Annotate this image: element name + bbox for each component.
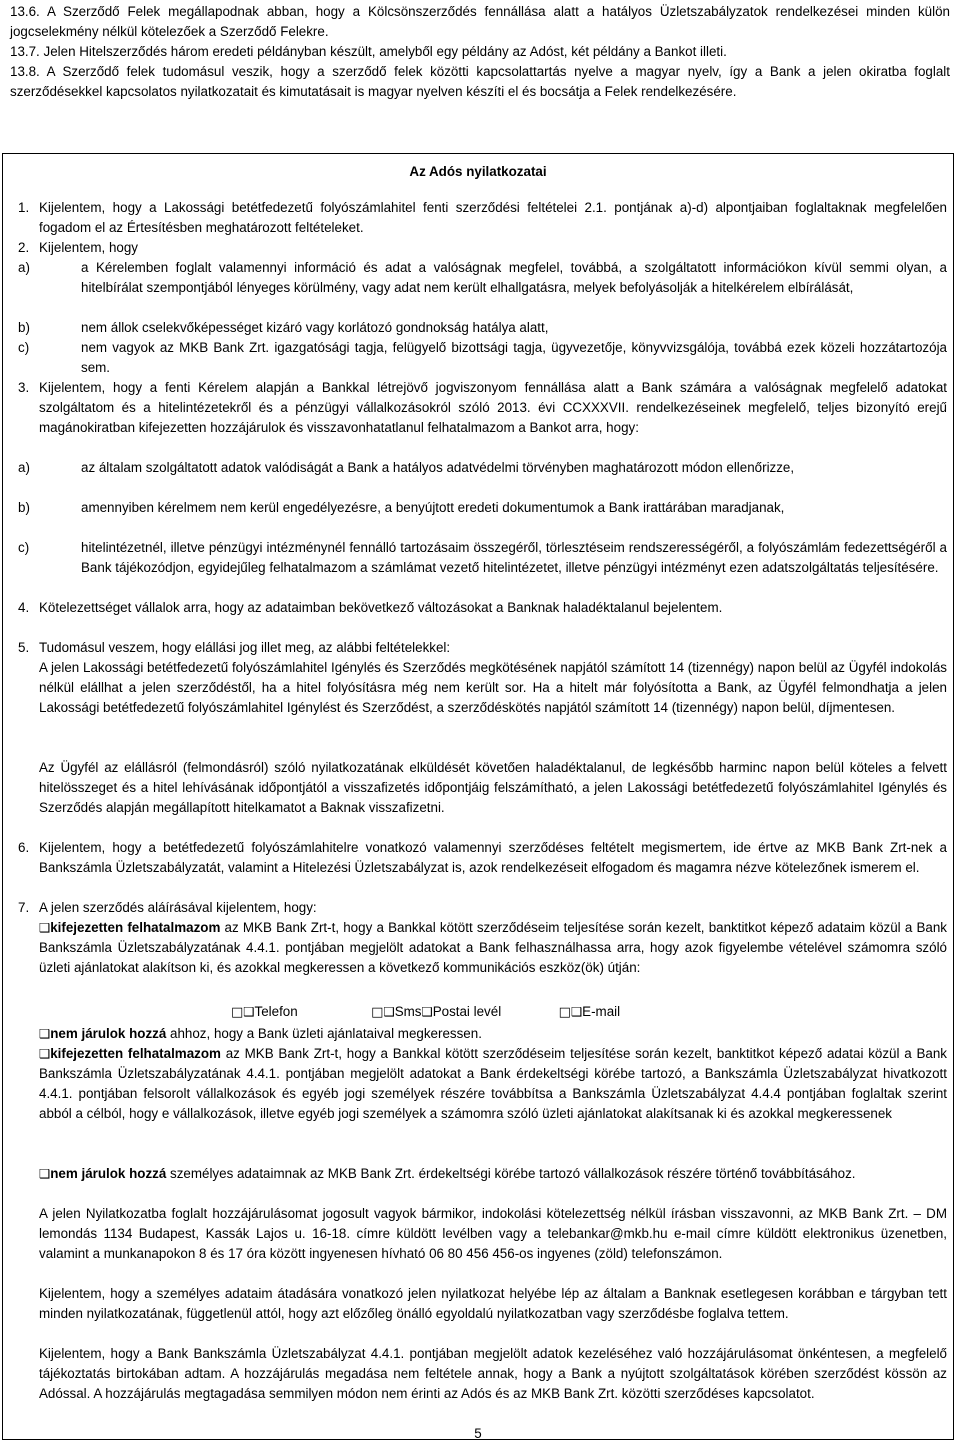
checkbox-icon[interactable]: ❑: [39, 920, 51, 935]
consent-voluntary: Kijelentem, hogy a Bank Bankszámla Üzletszabályzat 4.4.1. pontjában megjelölt adatok kezeléséhez való hozzájárulásomat önkéntesen, a megfelelő tájékoztatás birtokában adtam. A hozzájárulás megadása nem feltétele annak, hogy a Bank a nyújtott szolgáltatások körében szerződést kössön az Adóssal. A hozzájárulás megtagadása semmilyen módon nem érinti az Adós és az MKB Bank Zrt. közötti szerződéses kapcsolatot.: [39, 1346, 947, 1401]
declaration-2b: nem állok cselekvőképességet kizáró vagy korlátozó gondnokság hatálya alatt,: [81, 320, 549, 335]
empty-box-icon: □: [231, 1005, 244, 1020]
channel-sms: Sms: [394, 1004, 422, 1019]
declaration-2c: nem vagyok az MKB Bank Zrt. igazgatósági tagja, felügyelő bizottsági tagja, ügyvezetője, könyvvizsgálója, továbbá ezek közeli hozzátartozója sem.: [81, 340, 947, 375]
sub-label: c): [18, 540, 30, 555]
sub-label: b): [18, 500, 30, 515]
declaration-4: Kötelezettséget vállalok arra, hogy az adataimban bekövetkező változásokat a Banknak haladéktalanul bejelentem.: [39, 600, 723, 615]
consent-option-transfer[interactable]: ❑kifejezetten felhatalmazom az MKB Bank Zrt-t, hogy a Bankkal kötött szerződéseim teljesítése során kezelt, banktitkot képező adatai közül a Bank Bankszámla Üzletszabályzatának 4.4.1. pontjában megjelölt adatokat a Bank érdekeltségi körébe tartozó, a Bankszámla Üzletszabályzat hivatkozott 4.4.1. pontjában felsorolt vállalkozások és egyéb jogi személyek részére továbbítsa a Bankszámla Üzletszabályzat 4.4.4 pontjában foglaltak szerint abból a célból, hogy e vállalkozások, illetve egyéb jogi személyek a számomra szóló üzleti ajánlatokat alakítsanak ki és azokkal megkeressenek: [39, 1046, 947, 1121]
consent-option-marketing[interactable]: ❑kifejezetten felhatalmazom az MKB Bank Zrt-t, hogy a Bankkal kötött szerződéseim teljesítése során kezelt, banktitkot képező adataim közül a Bank Bankszámla Üzletszabályzatának 4.4.1. pontjában megjelölt adatokat a Bank felhasználhassa arra, hogy azok figyelembe vételével számomra szóló üzleti ajánlatokat alakítson ki, és azokkal megkeressen a következő kommunikációs eszköz(ök) útján:: [39, 920, 947, 975]
section-title: Az Adós nyilatkozatai: [409, 164, 547, 179]
declaration-5-repayment: Az Ügyfél az elállásról (felmondásról) szóló nyilatkozatának elküldését követően haladéktalanul, de legkésőbb harminc napon belül köteles a felvett hitelösszeget és a hitel lehívásának időpontjától a visszafizetés időpontjáig felszámítható, a jelen Lakossági betétfedezetű folyószámlahitel Igénylés és Szerződés alapján megállapított hitelkamatot a Baknak visszafizetni.: [39, 760, 947, 815]
top-clauses: [10, 2, 950, 102]
checkbox-icon[interactable]: ❑: [39, 1166, 51, 1181]
sub-label: a): [18, 460, 30, 475]
sub-label: c): [18, 340, 30, 355]
declaration-6: Kijelentem, hogy a betétfedezetű folyószámlahitelre vonatkozó valamennyi szerződéses feltételt megismertem, ide értve az MKB Bank Zrt-nek a Bankszámla Üzletszabályzatát, valamint a Hitelezési Üzletszabályzat is, azok rendelkezéseit elfogadom és magamra nézve kötelezőnek ismerem el.: [39, 840, 947, 875]
item-number: 3.: [18, 380, 30, 395]
empty-box-icon: □: [371, 1005, 384, 1020]
declaration-2: Kijelentem, hogy: [39, 240, 138, 255]
checkbox-icon[interactable]: ❑: [570, 1004, 583, 1019]
item-number: 6.: [18, 840, 30, 855]
checkbox-icon[interactable]: ❑: [39, 1046, 51, 1061]
channel-email: E-mail: [582, 1004, 621, 1019]
declaration-7: A jelen szerződés aláírásával kijelentem, hogy:: [39, 900, 317, 915]
checkbox-icon[interactable]: ❑: [421, 1004, 433, 1019]
debtor-declarations-box: [2, 153, 954, 1440]
item-number: 5.: [18, 640, 30, 655]
sub-label: a): [18, 260, 30, 275]
declaration-5-intro: Tudomásul veszem, hogy elállási jog illet meg, az alábbi feltételekkel:: [39, 640, 451, 655]
clause-13-8: 13.8. A Szerződő felek tudomásul veszik, hogy a szerződő felek közötti kapcsolattartás nyelve a magyar nyelv, így a Bank a jelen okiratba foglalt szerződésekkel kapcsolatos nyilatkozatait és kimutatásait is magyar nyelven készíti el és bocsátja a Felek rendelkezésére.: [10, 64, 950, 99]
declaration-3c: hitelintézetnél, illetve pénzügyi intézménynél fennálló tartozásaim összegéről, törlesztéseim rendszerességéről, a folyószámlám fedezettségéről a Bank tájékozódjon, egyidejűleg felhatalmazom a számlámat vezető hitelintézetet, illetve pénzügyi intézményt ezen adatszolgáltatás teljesítésére.: [81, 540, 947, 575]
declaration-1: Kijelentem, hogy a Lakossági betétfedezetű folyószámlahitel fenti szerződési feltételei 2.1. pontjának a)-d) alpontjaiban foglaltaknak megfelelően fogadom el az Értesítésben meghatározott feltételeket.: [39, 200, 947, 235]
checkbox-icon[interactable]: ❑: [243, 1004, 255, 1019]
consent-option-decline-marketing[interactable]: ❑nem járulok hozzá ahhoz, hogy a Bank üzleti ajánlataival megkeressen.: [39, 1026, 482, 1041]
clause-13-7: 13.7. Jelen Hitelszerződés három eredeti példányban készült, amelyből egy példány az Adóst, két példány a Bankot illeti.: [10, 44, 727, 59]
item-number: 4.: [18, 600, 30, 615]
consent-option-decline-transfer[interactable]: ❑nem járulok hozzá személyes adataimnak az MKB Bank Zrt. érdekeltségi körébe tartozó vállalkozások részére történő továbbításához.: [39, 1166, 856, 1181]
consent-supersedes: Kijelentem, hogy a személyes adataim átadására vonatkozó jelen nyilatkozat helyébe lép az általam a Banknak esetlegesen korábban e tárgyban tett minden nyilatkozatának, függetlenül attól, hogy azt előzőleg önálló egyoldalú nyilatkozatban vagy szerződésbe foglalva tettem.: [39, 1286, 947, 1321]
item-number: 7.: [18, 900, 30, 915]
clause-13-6: 13.6. A Szerződő Felek megállapodnak abban, hogy a Kölcsönszerződés fennállása alatt a hatályos Üzletszabályzatok rendelkezései minden külön jogcselekmény nélkül kötelezőek a Szerződő Felekre.: [10, 4, 950, 39]
channel-options: [231, 1002, 620, 1023]
declaration-5-withdrawal: A jelen Lakossági betétfedezetű folyószámlahitel Igénylés és Szerződés megkötésének napjától számított 14 (tizennégy) napon belül az Ügyfél indokolás nélkül elállhat a jelen szerződéstől, ha a hitel folyósításra még nem került sor. Ha a hitelt már folyósította a Bank, az Ügyfél felmondhatja a jelen Lakossági betétfedezetű folyószámlahitel Igénylést és Szerződést, a szerződéskötés napjától számított 14 (tizennégy) napon belül, díjmentesen.: [39, 660, 947, 715]
declaration-3: Kijelentem, hogy a fenti Kérelem alapján a Bankkal létrejövő jogviszonyom fennállása alatt a Bank számára a valóságnak megfelelő adatokat szolgáltatom és a hitelintézetekről és a pénzügyi vállalkozásokról szóló 2013. évi CCXXXVII. rendelkezéseinek megfelelő, teljes bizonyító erejű magánokiratban kifejezetten hozzájárulok és visszavonhatatlanul felhatalmazom a Bankot arra, hogy:: [39, 380, 947, 435]
item-number: 1.: [18, 200, 30, 215]
page-number: 5: [474, 1426, 482, 1441]
declaration-3b: amennyiben kérelmem nem kerül engedélyezésre, a benyújtott eredeti dokumentumok a Bank irattárában maradjanak,: [81, 500, 785, 515]
sub-label: b): [18, 320, 30, 335]
checkbox-icon[interactable]: ❑: [383, 1004, 395, 1019]
consent-revocation: A jelen Nyilatkozatba foglalt hozzájárulásomat jogosult vagyok bármikor, indokolási kötelezettség nélkül írásban visszavonni, az MKB Bank Zrt. – DM lemondás 1134 Budapest, Kassák Lajos u. 16-18. címre küldött levélben vagy a telebankar@mkb.hu e-mail címre küldött elektronikus üzenetben, valamint a munkanapokon 8 és 17 óra között ingyenesen hívható 06 80 456 456-os ingyenes (zöld) telefonszámon.: [39, 1206, 947, 1261]
channel-telefon: Telefon: [254, 1004, 298, 1019]
item-number: 2.: [18, 240, 30, 255]
declaration-3a: az általam szolgáltatott adatok valódiságát a Bank a hatályos adatvédelmi törvényben maghatározott módon ellenőrizze,: [81, 460, 795, 475]
checkbox-icon[interactable]: ❑: [39, 1026, 51, 1041]
declaration-2a: a Kérelemben foglalt valamennyi információ és adat a valóságnak megfelel, továbbá, a szolgáltatott információkon kívül semmi olyan, a hitelbírálat szempontjából lényeges körülmény, vagy adat nem került elhallgatásra, melyek befolyásolják a hitelkérelem elbírálását,: [81, 260, 947, 295]
channel-postai-level: Postai levél: [432, 1004, 502, 1019]
empty-box-icon: □: [558, 1005, 571, 1020]
